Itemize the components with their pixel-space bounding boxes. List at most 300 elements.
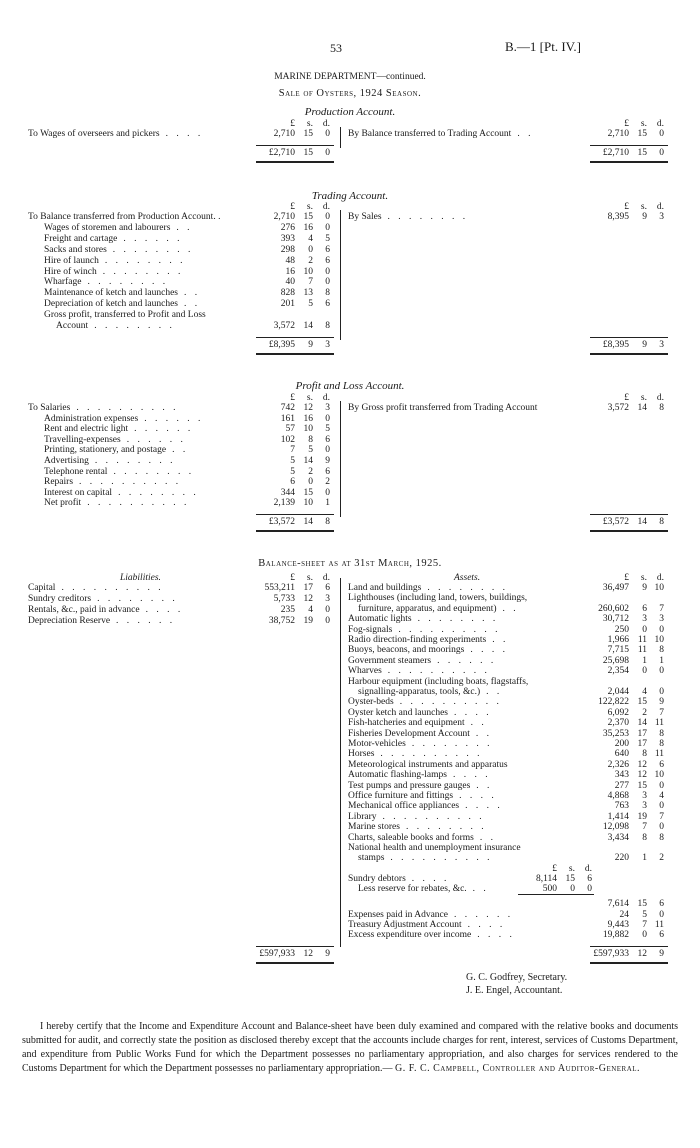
leader-dots: . . . . . . . . . . [382, 811, 485, 822]
amount-pounds: £2,710 [602, 148, 629, 158]
amount-shillings: 15 [637, 148, 647, 158]
leader-dots: . . [176, 222, 193, 233]
amount-pence: 6 [325, 434, 330, 445]
amount-pounds: 7,715 [607, 645, 629, 656]
leader-dots: . . . . . . . . [97, 594, 178, 604]
label-text: Fog-signals [348, 624, 393, 635]
amount-shillings: 7 [642, 920, 647, 930]
label-text: Maintenance of ketch and launches [44, 288, 178, 299]
amount-pounds: 2,354 [607, 666, 629, 677]
entry-amount [582, 822, 664, 833]
unit-l: £ [290, 393, 295, 403]
label-text: Net profit [44, 498, 82, 509]
amount-pence: 0 [659, 148, 664, 158]
audit-certificate [22, 1020, 678, 1076]
leader-dots: . . . . . . . . . . [398, 624, 501, 635]
leader-dots: . . [472, 884, 489, 895]
entry-label [28, 616, 256, 627]
entry-amount [248, 223, 330, 234]
amount-pounds: 298 [280, 244, 295, 255]
entry-amount [248, 129, 330, 140]
amount-pence: 0 [659, 822, 664, 833]
amount-shillings: 1 [642, 853, 647, 864]
amount-shillings: 7 [308, 277, 313, 288]
entry-amount [510, 874, 592, 885]
leader-dots: . . . . . . [134, 424, 194, 435]
amount-shillings: 0 [570, 884, 575, 895]
amount-pounds: £3,572 [602, 517, 629, 527]
leader-dots: . . . . . . . . [104, 255, 186, 266]
amount-pounds: 35,253 [602, 728, 629, 739]
label-text: furniture, apparatus, and equipment) [358, 603, 497, 614]
amount-pence: 6 [659, 898, 664, 909]
amount-pence: 3 [659, 614, 664, 625]
label-text: Less reserve for rebates, &c. [358, 884, 467, 895]
label-text: Fish-hatcheries and equipment [348, 718, 465, 729]
entry-amount [248, 424, 330, 435]
entry-label [348, 635, 588, 646]
amount-shillings: 5 [642, 909, 647, 920]
profit-loss-heading: Profit and Loss Account. [295, 380, 405, 392]
leader-dots: . . . . . . . . [387, 212, 469, 222]
amount-shillings: 16 [303, 413, 313, 424]
signature-accountant: J. E. Engel, Accountant. [466, 985, 563, 996]
unit-s: s. [568, 863, 575, 874]
column-divider [340, 578, 341, 947]
total-amount [248, 340, 330, 351]
amount-pence: 0 [325, 445, 330, 456]
label-text: To Wages of overseers and pickers [28, 129, 160, 139]
amount-pounds: 201 [280, 299, 295, 310]
entry-amount [582, 749, 664, 760]
leader-dots: . . . . [465, 801, 503, 812]
leader-dots: . . . . . . [144, 413, 204, 424]
entry-amount [582, 687, 664, 698]
amount-pounds: 4,868 [607, 791, 629, 801]
entry-amount [582, 781, 664, 792]
amount-shillings: 0 [308, 477, 313, 488]
certificate-text: I hereby certify that the Income and Expenditure Account and Balance-sheet have been duly examined and compared with the relative books and documents submitted for audit, and correctly state the position as disclosed thereby except that the accounts include charges for rent, interest, services of Customs Department, and expenditure from Public Works Fund for which the Department possesses no parliamentary appropriation, and also charges for services rendered to the Customs Department for which the Department possesses no parliamentary appropriation.— [22, 1021, 678, 1074]
trading-heading: Trading Account. [311, 190, 389, 202]
amount-pence: 9 [659, 697, 664, 708]
amount-pence: 3 [659, 212, 664, 222]
leader-dots: . . [184, 299, 201, 310]
amount-shillings: 17 [637, 739, 647, 749]
label-text: stamps [358, 853, 385, 864]
amount-pence: 0 [659, 780, 664, 791]
amount-pence: 4 [659, 791, 664, 801]
amount-shillings: 12 [637, 759, 647, 770]
unit-s: s. [306, 573, 313, 583]
entry-amount [582, 760, 664, 771]
entry-label [44, 477, 256, 488]
label-text: Oyster ketch and launches [348, 707, 448, 718]
entry-label [348, 708, 588, 719]
amount-pence: 7 [659, 707, 664, 718]
amount-shillings: 15 [637, 780, 647, 791]
amount-pence: 6 [325, 299, 330, 310]
entry-label [44, 288, 256, 299]
amount-pence: 9 [325, 456, 330, 466]
amount-shillings: 7 [642, 822, 647, 833]
leader-dots [528, 677, 534, 687]
entry-label [44, 424, 256, 435]
label-text: Mechanical office appliances [348, 801, 460, 812]
amount-pounds: 161 [280, 413, 295, 424]
unit-l: £ [290, 202, 295, 212]
amount-pounds: 38,752 [268, 616, 295, 626]
label-text: Radio direction-finding experiments [348, 635, 487, 645]
amount-shillings: 2 [308, 466, 313, 477]
total-rule [590, 530, 668, 532]
total-amount [248, 949, 330, 960]
entry-amount [248, 616, 330, 627]
entry-amount [582, 739, 664, 750]
amount-shillings: 14 [637, 517, 647, 527]
total-rule [590, 161, 668, 163]
amount-shillings: 2 [642, 707, 647, 718]
amount-pounds: 250 [614, 624, 629, 635]
entry-amount [248, 488, 330, 499]
amount-pounds: 277 [614, 780, 629, 791]
amount-shillings: 8 [642, 749, 647, 760]
unit-s: s. [306, 393, 313, 403]
amount-pence: 0 [325, 605, 330, 615]
leader-dots: . . . . . . [123, 233, 183, 244]
amount-pounds: 1,966 [607, 635, 629, 645]
entry-amount [582, 801, 664, 812]
leader-dots: . . . . . . . . [113, 466, 195, 477]
entry-label [358, 687, 588, 698]
entry-amount [582, 625, 664, 636]
amount-pounds: 1,414 [607, 811, 629, 822]
entry-label [348, 822, 588, 833]
total-amount [248, 148, 330, 159]
amount-pence: 6 [325, 255, 330, 266]
amount-pence: 2 [659, 853, 664, 864]
amount-pence: 8 [659, 403, 664, 413]
entry-amount [248, 288, 330, 299]
entry-amount [582, 718, 664, 729]
entry-label [348, 801, 588, 812]
amount-shillings: 11 [637, 635, 647, 645]
amount-shillings: 14 [637, 403, 647, 413]
entry-label [44, 267, 256, 278]
entry-label [348, 729, 588, 740]
label-text: Land and buildings [348, 583, 422, 593]
amount-pence: 0 [325, 616, 330, 626]
amount-pounds: 25,698 [602, 655, 629, 666]
entry-label [348, 760, 588, 771]
amount-shillings: 19 [303, 616, 313, 626]
amount-pounds: £8,395 [602, 339, 629, 350]
label-text: Marine stores [348, 822, 400, 833]
amount-shillings: 9 [642, 212, 647, 222]
document-reference: B.—1 [Pt. IV.] [505, 39, 581, 54]
leader-dots: . . . . . . [454, 909, 514, 920]
entry-amount [248, 245, 330, 256]
amount-pence: 0 [325, 413, 330, 424]
amount-shillings: 14 [303, 456, 313, 466]
department-heading: MARINE DEPARTMENT—continued. [274, 72, 426, 82]
amount-pence: 10 [654, 583, 664, 593]
label-text: Repairs [44, 477, 74, 488]
label-text: Harbour equipment (including boats, flagstaffs, [348, 676, 529, 687]
amount-pence: 6 [325, 244, 330, 255]
label-text: Hire of launch [44, 255, 99, 266]
entry-label [44, 456, 256, 467]
leader-dots: . . [476, 780, 493, 791]
entry-amount [582, 697, 664, 708]
amount-pounds: 2,370 [607, 718, 629, 729]
entry-label [348, 583, 588, 594]
amount-shillings: 14 [303, 517, 313, 527]
leader-dots: . . [470, 718, 487, 729]
leader-dots: . . . . [145, 605, 184, 615]
amount-pence: 0 [325, 277, 330, 288]
amount-pence: 0 [325, 487, 330, 498]
amount-shillings: 1 [642, 655, 647, 666]
entry-amount [248, 403, 330, 414]
amount-pence: 3 [325, 403, 330, 413]
entry-label [348, 614, 588, 625]
subtotal-rule [518, 894, 594, 895]
amount-pounds: 3,572 [607, 403, 629, 413]
total-amount [582, 949, 664, 960]
amount-pence: 8 [659, 645, 664, 656]
label-text: Sundry debtors [348, 873, 406, 884]
entry-amount [248, 321, 330, 332]
entry-amount [582, 770, 664, 781]
amount-shillings: 15 [303, 212, 313, 222]
amount-pounds: 2,710 [273, 212, 295, 222]
amount-shillings: 0 [642, 624, 647, 635]
total-amount [582, 148, 664, 159]
entry-label [348, 781, 588, 792]
unit-l: £ [290, 119, 295, 129]
entry-amount [582, 708, 664, 719]
amount-pence: 2 [325, 477, 330, 488]
unit-d: d. [322, 573, 330, 583]
amount-pounds: 16 [285, 266, 295, 277]
entry-label [358, 884, 508, 895]
entry-amount [248, 256, 330, 267]
leader-dots: . . . . [470, 645, 508, 656]
amount-shillings: 13 [303, 288, 313, 299]
unit-s: s. [306, 119, 313, 129]
entry-label [348, 656, 588, 667]
label-text: Lighthouses (including land, towers, buildings, [348, 593, 528, 604]
amount-pence: 6 [659, 930, 664, 941]
entry-label [44, 445, 256, 456]
amount-pence: 5 [325, 233, 330, 244]
amount-pounds: £2,710 [268, 148, 295, 158]
leader-dots: . . [502, 603, 519, 614]
entry-label [348, 812, 588, 823]
amount-shillings: 15 [565, 873, 575, 884]
leader-dots: . . . . . . . . [94, 456, 176, 466]
entry-label [44, 223, 256, 234]
amount-pounds: 102 [280, 434, 295, 445]
entry-amount [582, 812, 664, 823]
entry-label [348, 770, 588, 781]
amount-pounds: 276 [280, 222, 295, 233]
subtotal-rule [256, 514, 334, 515]
amount-shillings: 9 [308, 339, 313, 350]
unit-d: d. [584, 863, 592, 874]
entry-amount [248, 435, 330, 446]
entry-label [348, 920, 588, 931]
leader-dots: . . . . . . . . [405, 822, 487, 833]
leader-dots: . . . . [411, 873, 450, 884]
entry-label [28, 583, 256, 594]
amount-pounds: 2,710 [607, 129, 629, 139]
leader-dots: . . [172, 445, 189, 456]
label-text: Freight and cartage [44, 233, 118, 244]
amount-pounds: 393 [280, 233, 295, 244]
amount-shillings: 0 [642, 930, 647, 941]
entry-amount [582, 910, 664, 921]
entry-label [348, 910, 588, 921]
unit-d: d. [656, 573, 664, 583]
amount-pence: 0 [659, 666, 664, 677]
label-text: Gross profit, transferred to Profit and Loss [44, 310, 206, 321]
amount-pounds: 742 [280, 403, 295, 413]
amount-pence: 8 [659, 517, 664, 527]
entry-label [28, 403, 256, 414]
leader-dots: . . [517, 129, 534, 139]
unit-s: s. [640, 393, 647, 403]
label-text: Wages of storemen and labourers [44, 222, 171, 233]
amount-pence: 0 [659, 624, 664, 635]
amount-shillings: 2 [308, 255, 313, 266]
entry-amount [248, 594, 330, 605]
amount-pence: 10 [654, 770, 664, 781]
leader-dots: . . . . . . . . [112, 244, 194, 255]
entry-amount [582, 604, 664, 615]
debtors-net-amount [582, 899, 664, 910]
amount-pounds: 9,443 [607, 920, 629, 930]
amount-pounds: 344 [280, 487, 295, 498]
entry-label [348, 403, 588, 414]
entry-amount [582, 129, 664, 140]
entry-amount [582, 212, 664, 223]
label-text: Buoys, beacons, and moorings [348, 645, 465, 656]
total-rule [590, 962, 668, 964]
entry-amount [582, 666, 664, 677]
amount-shillings: 12 [637, 948, 647, 959]
amount-pence: 9 [325, 948, 330, 959]
leader-dots: . . [486, 687, 503, 697]
leader-dots: . . . . [477, 930, 515, 941]
entry-amount [582, 920, 664, 931]
label-text: Horses [348, 749, 375, 760]
label-text: By Balance transferred to Trading Account [348, 129, 512, 139]
amount-pence: 8 [659, 739, 664, 749]
amount-shillings: 8 [308, 434, 313, 445]
amount-shillings: 15 [637, 129, 647, 139]
entry-amount [582, 853, 664, 864]
amount-pounds: 5 [290, 456, 295, 466]
label-text: Fisheries Development Account [348, 728, 470, 739]
entry-label [44, 498, 256, 509]
amount-pounds: 2,139 [273, 498, 295, 509]
total-rule [256, 530, 334, 532]
amount-shillings: 8 [642, 832, 647, 843]
amount-pounds: 40 [285, 277, 295, 288]
entry-label [358, 604, 588, 615]
amount-pounds: 30,712 [602, 614, 629, 625]
leader-dots: . . . . . . . . [417, 614, 499, 625]
leader-dots: . . . . . . . . . . [380, 749, 483, 760]
amount-pence: 6 [325, 583, 330, 593]
entry-label [44, 256, 256, 267]
entry-label [348, 625, 588, 636]
subtotal-rule [256, 145, 334, 146]
label-text: Excess expenditure over income [348, 930, 472, 941]
label-text: Travelling-expenses [44, 434, 121, 445]
leader-dots: . . . . . . . . . . [399, 697, 502, 708]
subtotal-rule [256, 946, 334, 947]
label-text: To Salaries [28, 403, 71, 413]
label-text: Account [56, 321, 89, 331]
leader-dots: . . [479, 832, 496, 843]
total-rule [256, 161, 334, 163]
label-text: To Balance transferred from Production Account. . [28, 212, 221, 222]
leader-dots: . . . . [452, 770, 491, 781]
page-number: 53 [330, 41, 342, 55]
entry-amount [248, 477, 330, 488]
amount-pence: 3 [325, 339, 330, 350]
total-amount [248, 517, 330, 528]
amount-pounds: 2,326 [607, 759, 629, 770]
amount-shillings: 19 [637, 811, 647, 822]
label-text: Depreciation of ketch and launches [44, 299, 178, 310]
entry-label [348, 645, 588, 656]
unit-l: £ [552, 863, 557, 874]
amount-pence: 0 [659, 909, 664, 920]
amount-pence: 6 [587, 873, 592, 884]
balance-sheet-heading: Balance-sheet as at 31st March, 1925. [258, 558, 442, 569]
unit-l: £ [624, 202, 629, 212]
amount-pounds: 343 [614, 770, 629, 781]
assets-heading: Assets. [454, 573, 481, 583]
auditor-signature: G. F. C. Campbell, Controller and Auditor-General. [394, 1063, 641, 1074]
entry-amount [248, 605, 330, 616]
total-rule [256, 353, 334, 355]
leader-dots [220, 212, 226, 222]
leader-dots [206, 310, 212, 320]
entry-amount [582, 729, 664, 740]
unit-l: £ [624, 573, 629, 583]
entry-amount [582, 791, 664, 802]
entry-label [358, 853, 588, 864]
amount-shillings: 3 [642, 801, 647, 812]
amount-pence: 8 [325, 517, 330, 527]
entry-amount [248, 498, 330, 509]
column-divider [340, 401, 341, 517]
amount-pounds: 8,114 [535, 873, 557, 884]
amount-pence: 8 [325, 288, 330, 299]
entry-label [44, 414, 256, 425]
amount-shillings: 17 [637, 728, 647, 739]
amount-pounds: 5 [290, 466, 295, 477]
amount-pounds: 3,572 [273, 321, 295, 331]
total-rule [256, 962, 334, 964]
label-text: By Gross profit transferred from Trading Account [348, 403, 538, 413]
leader-dots: . . . . . . . . . . [61, 583, 164, 593]
entry-label [348, 666, 588, 677]
